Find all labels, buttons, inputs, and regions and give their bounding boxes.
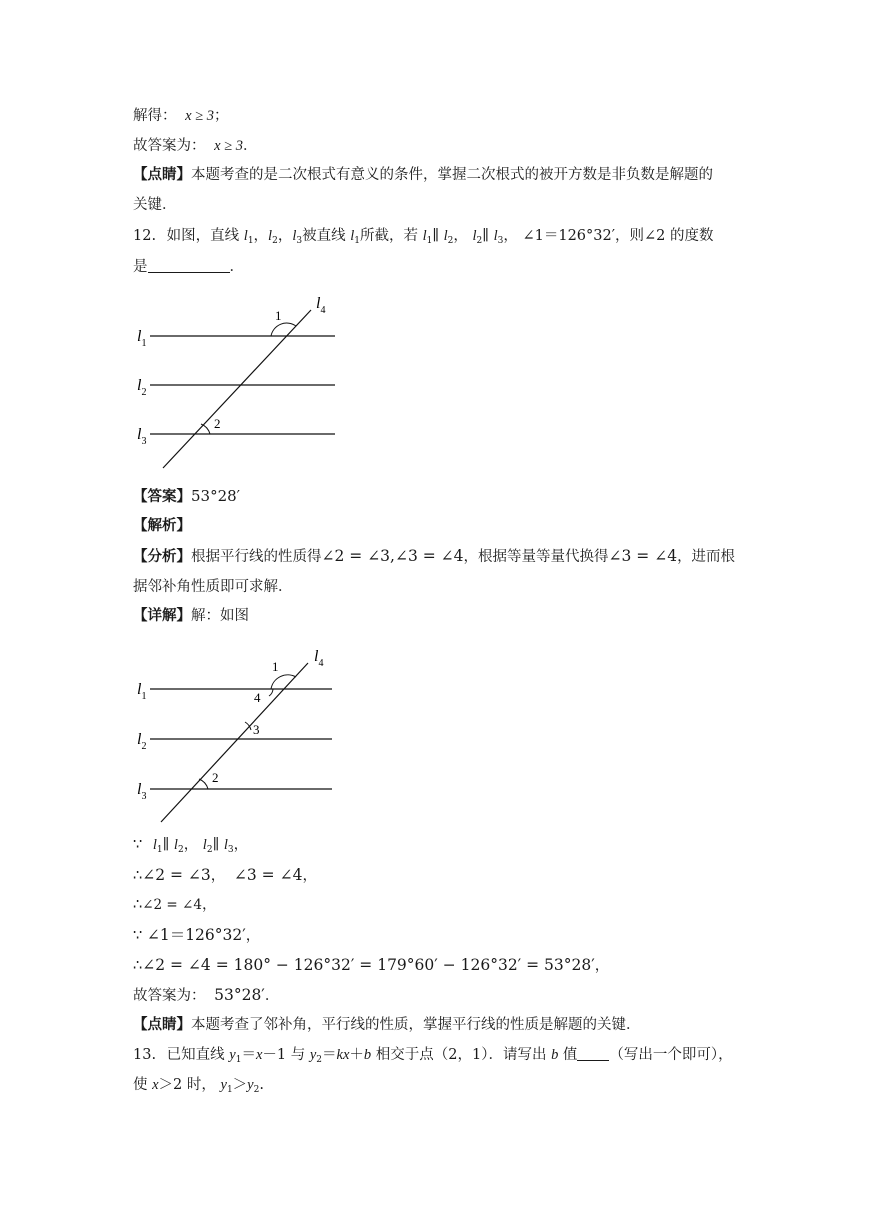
- label-l1: $l_1$: [137, 328, 147, 349]
- detail-heading: 【详解】解：如图: [133, 608, 249, 624]
- angle-1-label: 1: [272, 659, 279, 674]
- question-13: 13. 已知直线 $y_1=x-1$ 与 $y_2=kx+b$ 相交于点（2，1）．请写出 b 值 （写出一个即可），: [133, 1047, 733, 1065]
- answer-line: 故答案为： x ≥ 3．: [133, 138, 258, 154]
- angle-4-label: 4: [254, 690, 261, 705]
- answer-blank: [577, 1060, 609, 1061]
- step-compute: ∴∠2 = ∠4 = 180° − 126°32′ = 179°60′ − 126°32′ = 53°28′，: [133, 956, 610, 974]
- label-l2: $l_2$: [137, 731, 147, 752]
- label-l3: $l_3$: [137, 426, 147, 447]
- transversal-l4: [161, 663, 308, 822]
- label-l2: $l_2$: [137, 377, 147, 398]
- note-paragraph: 【点睛】本题考查的是二次根式有意义的条件，掌握二次根式的被开方数是非负数是解题的: [133, 167, 713, 183]
- final-answer: 故答案为： 53°28′．: [133, 986, 280, 1004]
- angle-1-arc: [271, 675, 296, 689]
- note-paragraph-2: 【点睛】本题考查了邻补角，平行线的性质，掌握平行线的性质是解题的关键．: [133, 1017, 641, 1033]
- angle-2-arc: [199, 779, 208, 789]
- answer-row: 【答案】53°28′: [133, 487, 241, 505]
- question-12-cont: 是 ．: [133, 259, 244, 275]
- step-therefore-2: ∴∠2 = ∠4，: [133, 897, 217, 913]
- parallel-lines-figure-1: [130, 290, 350, 475]
- answer-blank: [148, 272, 230, 273]
- note-paragraph-cont: 关键．: [133, 197, 177, 213]
- label-l4: $l_4$: [314, 648, 324, 669]
- question-12: 12. 如图，直线 $l_1$，$l_2$，$l_3$被直线 $l_1$所截，若 $l_1\parallel$ $l_2$， $l_2\parallel$ $l_3$， ∠1＝126°32′，则∠2 的度数: [133, 228, 714, 246]
- step-because: ∵ ∠1＝126°32′，: [133, 926, 261, 944]
- transversal-l4: [163, 310, 311, 468]
- analysis-paragraph-cont: 据邻补角性质即可求解．: [133, 579, 293, 595]
- analysis-paragraph: 【分析】根据平行线的性质得∠2 = ∠3,∠3 = ∠4，根据等量等量代换得∠3 = ∠4，进而根: [133, 547, 736, 565]
- step-therefore-1: ∴∠2 = ∠3， ∠3 = ∠4，: [133, 866, 317, 884]
- angle-1-label: 1: [275, 308, 282, 323]
- angle-4-arc: [269, 689, 273, 696]
- parallel-lines-figure-2: [130, 643, 350, 828]
- analysis-heading: 【解析】: [133, 518, 191, 534]
- label-l1: $l_1$: [137, 681, 147, 702]
- step-given: ∵ $l_1\parallel$ $l_2$， $l_2\parallel$ $l_3$，: [133, 837, 249, 855]
- angle-2-label: 2: [212, 770, 219, 785]
- label-l3: $l_3$: [137, 781, 147, 802]
- angle-2-label: 2: [214, 416, 221, 431]
- question-13-cont: 使 x＞2 时， $y_1>y_2$.: [133, 1077, 264, 1095]
- note-tag: 【点睛】: [133, 167, 191, 183]
- solution-line: 解得： x ≥ 3；: [133, 108, 229, 124]
- label-l4: $l_4$: [316, 295, 326, 316]
- angle-3-label: 3: [253, 722, 260, 737]
